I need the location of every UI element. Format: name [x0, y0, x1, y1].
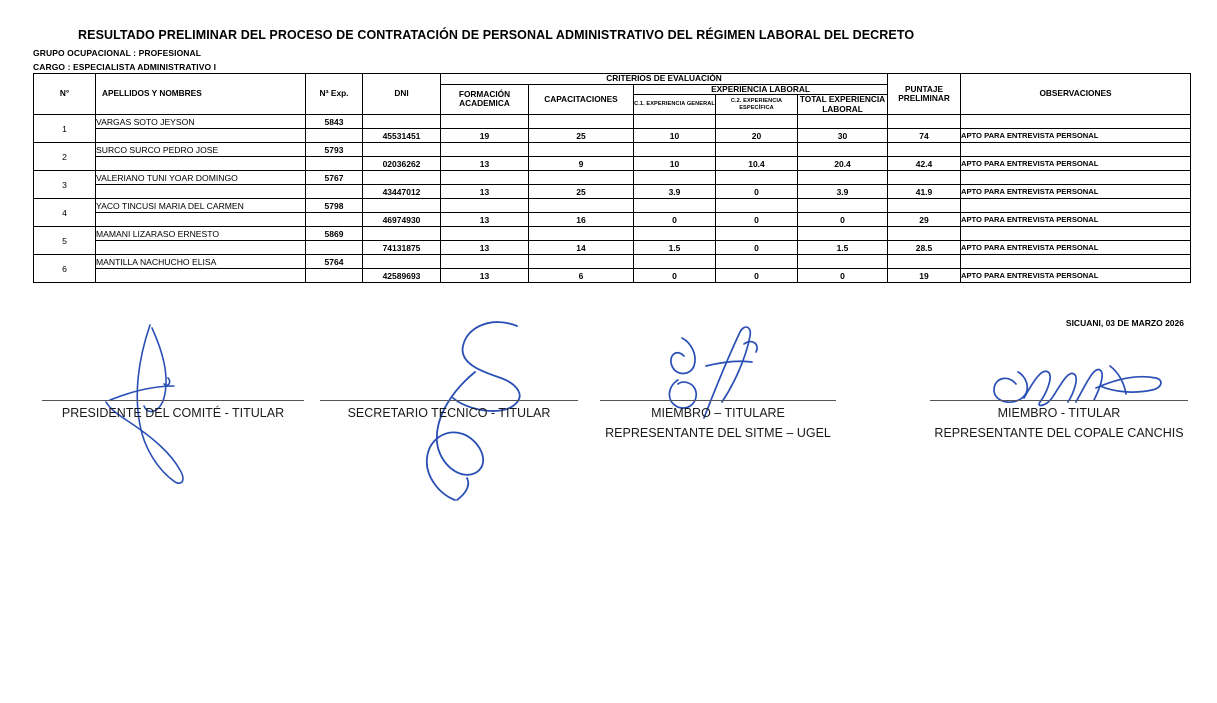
table-row [34, 157, 1191, 171]
cell-puntaje: 41.9 [888, 185, 961, 199]
th-experiencia-general: C.1. EXPERIENCIA GENERAL [634, 95, 716, 115]
table-row [34, 199, 1191, 213]
cell-dni-blank [363, 115, 441, 129]
cell-total-blank [798, 227, 888, 241]
cell-numero: 3 [34, 171, 96, 199]
cell-total-blank [798, 199, 888, 213]
cell-dni-blank [363, 171, 441, 185]
cell-experiencia-general: 3.9 [634, 185, 716, 199]
cell-experiencia-general: 10 [634, 129, 716, 143]
cell-c2-blank [716, 115, 798, 129]
cell-puntaje-blank [888, 143, 961, 157]
cell-c2-blank [716, 255, 798, 269]
cell-puntaje-blank [888, 255, 961, 269]
cell-observacion: APTO PARA ENTREVISTA PERSONAL [961, 157, 1191, 171]
signature-role: REPRESENTANTE DEL COPALE CANCHIS [934, 426, 1184, 440]
table-row [34, 255, 1191, 269]
cell-capacitaciones: 14 [529, 241, 634, 255]
cell-numero: 6 [34, 255, 96, 283]
th-formacion-academica: FORMACIÓN ACADEMICA [441, 84, 529, 115]
cell-nombre: VALERIANO TUNI YOAR DOMINGO [96, 171, 306, 185]
cell-experiencia-especifica: 0 [716, 213, 798, 227]
grupo-ocupacional-label: GRUPO OCUPACIONAL : PROFESIONAL [33, 48, 202, 58]
cell-nombre: MANTILLA NACHUCHO ELISA [96, 255, 306, 269]
cell-expediente-cont [306, 241, 363, 255]
th-capacitaciones: CAPACITACIONES [529, 84, 634, 115]
cell-observacion: APTO PARA ENTREVISTA PERSONAL [961, 185, 1191, 199]
cell-c2-blank [716, 227, 798, 241]
cell-expediente: 5793 [306, 143, 363, 157]
cell-total-blank [798, 171, 888, 185]
signature-block-presidente [42, 400, 304, 420]
cell-experiencia-especifica: 0 [716, 269, 798, 283]
th-total-experiencia-laboral: TOTAL EXPERIENCIA LABORAL [798, 95, 888, 115]
cell-nombre-cont [96, 129, 306, 143]
cell-capacitaciones: 25 [529, 129, 634, 143]
signature-block-miembro-copale [930, 400, 1188, 440]
table-row [34, 143, 1191, 157]
cell-experiencia-general: 0 [634, 213, 716, 227]
table-row [34, 129, 1191, 143]
cell-total-experiencia: 0 [798, 213, 888, 227]
signature-name: MIEMBRO - TITULAR [997, 406, 1121, 420]
signature-role: REPRESENTANTE DEL SITME – UGEL [605, 426, 831, 440]
cell-expediente: 5767 [306, 171, 363, 185]
cell-observacion: APTO PARA ENTREVISTA PERSONAL [961, 213, 1191, 227]
cell-nombre-cont [96, 213, 306, 227]
table-row [34, 213, 1191, 227]
cell-nombre-cont [96, 185, 306, 199]
cell-expediente: 5798 [306, 199, 363, 213]
table-row [34, 241, 1191, 255]
cell-total-experiencia: 1.5 [798, 241, 888, 255]
cell-dni: 46974930 [363, 213, 441, 227]
th-puntaje-preliminar: PUNTAJE PRELIMINAR [888, 74, 961, 115]
cell-capacitaciones-blank [529, 227, 634, 241]
cell-experiencia-general: 1.5 [634, 241, 716, 255]
th-dni: DNI [363, 74, 441, 115]
cell-puntaje: 28.5 [888, 241, 961, 255]
cell-dni-blank [363, 143, 441, 157]
signature-line [320, 400, 578, 401]
cell-puntaje: 19 [888, 269, 961, 283]
cell-observacion-blank [961, 143, 1191, 157]
signature-name: SECRETARIO TECNICO - TITULAR [347, 406, 551, 420]
cell-dni-blank [363, 199, 441, 213]
cell-total-experiencia: 0 [798, 269, 888, 283]
cell-capacitaciones: 9 [529, 157, 634, 171]
cell-observacion: APTO PARA ENTREVISTA PERSONAL [961, 129, 1191, 143]
th-apellidos: APELLIDOS Y NOMBRES [96, 74, 306, 115]
cell-capacitaciones-blank [529, 143, 634, 157]
cell-formacion-blank [441, 199, 529, 213]
cell-formacion: 19 [441, 129, 529, 143]
cell-c1-blank [634, 115, 716, 129]
cell-observacion-blank [961, 199, 1191, 213]
cell-formacion: 13 [441, 157, 529, 171]
cell-capacitaciones: 6 [529, 269, 634, 283]
cell-numero: 4 [34, 199, 96, 227]
cell-expediente-cont [306, 157, 363, 171]
cell-experiencia-general: 10 [634, 157, 716, 171]
page-title: RESULTADO PRELIMINAR DEL PROCESO DE CONTRATACIÓN DE PERSONAL ADMINISTRATIVO DEL RÉGIMEN LABORAL DEL DECRETO [78, 28, 915, 42]
cell-puntaje-blank [888, 115, 961, 129]
cell-nombre-cont [96, 269, 306, 283]
signature-name: MIEMBRO – TITULARE [651, 406, 785, 420]
cell-experiencia-especifica: 0 [716, 185, 798, 199]
cell-total-blank [798, 143, 888, 157]
cell-puntaje-blank [888, 227, 961, 241]
signature-line [930, 400, 1188, 401]
cell-c1-blank [634, 227, 716, 241]
cell-nombre: VARGAS SOTO JEYSON [96, 115, 306, 129]
cell-experiencia-general: 0 [634, 269, 716, 283]
cell-observacion-blank [961, 255, 1191, 269]
th-criterios-evaluacion: CRITERIOS DE EVALUACIÓN [441, 74, 888, 85]
cell-formacion-blank [441, 115, 529, 129]
cell-dni: 43447012 [363, 185, 441, 199]
cell-expediente-cont [306, 185, 363, 199]
table-row [34, 185, 1191, 199]
signature-block-miembro-sitme [600, 400, 836, 440]
cell-dni: 42589693 [363, 269, 441, 283]
table-body [34, 115, 1191, 283]
results-table [33, 73, 1191, 283]
cell-experiencia-especifica: 10.4 [716, 157, 798, 171]
cell-total-blank [798, 255, 888, 269]
cell-total-blank [798, 115, 888, 129]
cell-nombre: YACO TINCUSI MARIA DEL CARMEN [96, 199, 306, 213]
cell-capacitaciones: 25 [529, 185, 634, 199]
cell-puntaje: 42.4 [888, 157, 961, 171]
cell-puntaje-blank [888, 171, 961, 185]
cell-numero: 5 [34, 227, 96, 255]
cell-numero: 1 [34, 115, 96, 143]
cell-expediente-cont [306, 269, 363, 283]
table-row [34, 171, 1191, 185]
cell-capacitaciones-blank [529, 199, 634, 213]
cell-capacitaciones: 16 [529, 213, 634, 227]
cell-puntaje: 74 [888, 129, 961, 143]
signature-name: PRESIDENTE DEL COMITÉ - TITULAR [61, 406, 285, 420]
cell-c2-blank [716, 143, 798, 157]
cell-observacion-blank [961, 115, 1191, 129]
signature-line [42, 400, 304, 401]
cell-c1-blank [634, 199, 716, 213]
cell-expediente-cont [306, 213, 363, 227]
fecha-lugar: SICUANI, 03 DE MARZO 2026 [1065, 318, 1184, 328]
cell-formacion: 13 [441, 241, 529, 255]
cell-observacion: APTO PARA ENTREVISTA PERSONAL [961, 241, 1191, 255]
cell-observacion: APTO PARA ENTREVISTA PERSONAL [961, 269, 1191, 283]
cell-puntaje-blank [888, 199, 961, 213]
th-expediente: Nª Exp. [306, 74, 363, 115]
cell-total-experiencia: 3.9 [798, 185, 888, 199]
cell-nombre: MAMANI LIZARASO ERNESTO [96, 227, 306, 241]
table-row [34, 269, 1191, 283]
cell-observacion-blank [961, 171, 1191, 185]
cell-c1-blank [634, 143, 716, 157]
cell-expediente: 5843 [306, 115, 363, 129]
cell-total-experiencia: 30 [798, 129, 888, 143]
cell-dni-blank [363, 255, 441, 269]
cell-c2-blank [716, 171, 798, 185]
cell-experiencia-especifica: 0 [716, 241, 798, 255]
signature-line [600, 400, 836, 401]
cell-nombre: SURCO SURCO PEDRO JOSE [96, 143, 306, 157]
cell-formacion: 13 [441, 213, 529, 227]
cell-dni: 02036262 [363, 157, 441, 171]
cell-observacion-blank [961, 227, 1191, 241]
cell-dni: 74131875 [363, 241, 441, 255]
th-experiencia-laboral: EXPERIENCIA LABORAL [634, 84, 888, 95]
table-row [34, 115, 1191, 129]
cell-nombre-cont [96, 241, 306, 255]
cell-dni-blank [363, 227, 441, 241]
cell-dni: 45531451 [363, 129, 441, 143]
table-row [34, 227, 1191, 241]
cell-formacion-blank [441, 227, 529, 241]
th-observaciones: OBSERVACIONES [961, 74, 1191, 115]
th-experiencia-especifica: C.2. EXPERIENCIA ESPECÍFICA [716, 95, 798, 115]
cell-c1-blank [634, 255, 716, 269]
cargo-label: CARGO : ESPECIALISTA ADMINISTRATIVO I [33, 62, 217, 72]
cell-expediente: 5764 [306, 255, 363, 269]
cell-total-experiencia: 20.4 [798, 157, 888, 171]
cell-capacitaciones-blank [529, 255, 634, 269]
th-numero: N° [34, 74, 96, 115]
cell-numero: 2 [34, 143, 96, 171]
cell-puntaje: 29 [888, 213, 961, 227]
cell-formacion-blank [441, 171, 529, 185]
cell-experiencia-especifica: 20 [716, 129, 798, 143]
cell-nombre-cont [96, 157, 306, 171]
cell-capacitaciones-blank [529, 115, 634, 129]
cell-c1-blank [634, 171, 716, 185]
cell-formacion-blank [441, 255, 529, 269]
cell-expediente-cont [306, 129, 363, 143]
cell-formacion: 13 [441, 269, 529, 283]
cell-c2-blank [716, 199, 798, 213]
cell-expediente: 5869 [306, 227, 363, 241]
cell-formacion-blank [441, 143, 529, 157]
cell-formacion: 13 [441, 185, 529, 199]
signature-block-secretario [320, 400, 578, 420]
table-header [34, 74, 1191, 115]
cell-capacitaciones-blank [529, 171, 634, 185]
